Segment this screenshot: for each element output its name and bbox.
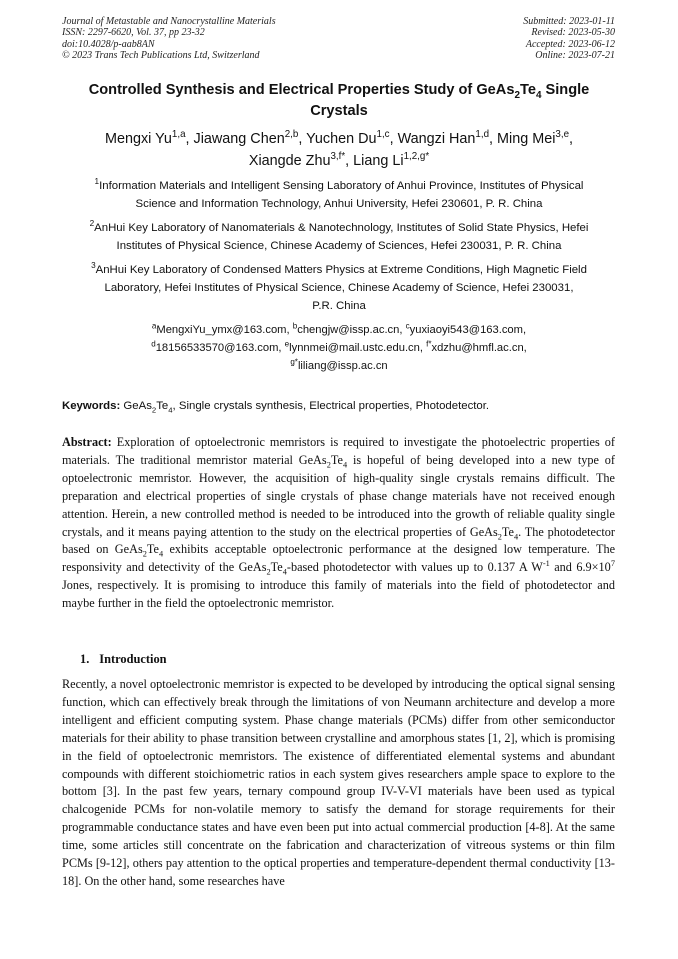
affiliation-line: AnHui Key Laboratory of Nanomaterials & Nanotechnology, Institutes of Solid State Physics, Hefei <box>94 222 589 234</box>
abstract-sub: 4 <box>342 460 348 470</box>
author-name: Ming Mei <box>497 131 556 147</box>
author-affil: 3,e <box>555 129 570 141</box>
email-address[interactable]: MengxiYu_ymx@163.com <box>156 324 287 336</box>
affiliation-line: Laboratory, Hefei Institutes of Physical Science, Chinese Academy of Science, Hefei 230031, <box>104 282 574 294</box>
author-affil: 1,a <box>171 129 186 141</box>
author-sep: , <box>298 131 307 147</box>
email-marker: c <box>405 321 410 331</box>
author-name: Mengxi Yu <box>104 131 172 147</box>
abstract-text: . The photodetector based on GeAs <box>62 524 615 557</box>
affiliation-line: AnHui Key Laboratory of Condensed Matters Physics at Extreme Conditions, High Magnetic Field <box>95 264 587 276</box>
title-line1-suffix: Single <box>541 82 590 98</box>
affiliation-number: 1 <box>94 177 100 187</box>
journal-copyright: © 2023 Trans Tech Publications Ltd, Switzerland <box>62 50 260 62</box>
abstract-text: Exploration of optoelectronic memristors is required to investigate the photoelectric properties of materials. The traditional memristor material GeAs <box>62 435 615 467</box>
author-name: Wangzi Han <box>397 131 476 147</box>
author-name: Xiangde Zhu <box>248 153 331 169</box>
journal-doi[interactable]: doi:10.4028/p-aab8AN <box>62 38 155 50</box>
affiliation-line: Institutes of Physical Science, Chinese Academy of Sciences, Hefei 230031, P. R. China <box>116 240 562 252</box>
affiliation-line: P.R. China <box>312 300 366 312</box>
title-sub-2: 2 <box>514 89 520 101</box>
email-marker: g* <box>290 357 298 367</box>
author-affil: 1,c <box>376 129 390 141</box>
affiliation-1 <box>50 177 628 213</box>
affiliation-line: Information Materials and Intelligent Sensing Laboratory of Anhui Province, Institutes of Physical <box>99 180 584 192</box>
author-sep: , <box>185 131 194 147</box>
author-list <box>40 128 638 172</box>
author-name: Yuchen Du <box>306 131 377 147</box>
title-line2: Crystals <box>310 103 368 119</box>
abstract <box>62 434 615 613</box>
author-name: Jiawang Chen <box>193 131 285 147</box>
abstract-sup: 7 <box>610 559 615 569</box>
author-emails: $^a$MengxiYu_ymx@163.com, $^b$chengjw@issp.ac.cn, $^c$yuxiaoyi543@163.com, $^d$18156533570@163.com, $^e$lynnmei@mail.ustc.edu.cn, $^{f*}$xdzhu@hmfl.ac.cn, $^{g*}$liliang@issp.ac.cn <box>151 321 527 372</box>
publication-dates <box>523 16 615 62</box>
author-sep: , <box>345 153 354 169</box>
author-name: Liang Li <box>353 153 404 169</box>
email-address[interactable]: chengjw@issp.ac.cn <box>297 324 400 336</box>
email-address[interactable]: xdzhu@hmfl.ac.cn <box>431 342 524 354</box>
title-te: Te <box>519 82 536 98</box>
abstract-text: is hopeful of being developed into a new type of optoelectronic memristor. However, the acquisition of high-quality single crystals remains difficult. The preparation and electrical properties of single crystals of phase change materials have not received enough attention. Herein, a new controlled method is needed to be introduced into the growth of reliable quality single crystals, and it means paying attention to the study on the electrical properties of GeAs <box>62 452 615 539</box>
abstract-text: -based photodetector with values up to 0.137 A W <box>286 560 543 575</box>
section-number: 1. <box>80 652 90 666</box>
affiliation-line: Science and Information Technology, Anhui University, Hefei 230601, P. R. China <box>135 198 543 210</box>
journal-name: Journal of Metastable and Nanocrystalline Materials <box>62 16 276 27</box>
author-sep: , <box>489 131 498 147</box>
email-address[interactable]: lynnmei@mail.ustc.edu.cn <box>289 342 420 354</box>
affiliation-2 <box>50 219 628 255</box>
abstract-sub: 2 <box>266 567 271 577</box>
author-sep: , <box>569 131 574 147</box>
abstract-text: Jones, respectively. It is promising to introduce this family of materials into the field of photodetector and maybe further in the field the optoelectronic memristor. <box>62 578 615 611</box>
paper-title <box>40 80 638 122</box>
abstract-sub: 4 <box>158 549 164 559</box>
abstract-sup: -1 <box>542 559 550 569</box>
email-marker: a <box>151 321 157 331</box>
abstract-text: Te <box>330 452 343 467</box>
author-affil: 3,f* <box>330 151 346 163</box>
journal-header <box>62 16 276 62</box>
keywords <box>62 398 618 414</box>
abstract-label: Abstract: <box>62 435 112 449</box>
email-marker: d <box>151 339 156 349</box>
abstract-text: and 6.9×10 <box>549 560 611 575</box>
title-line1-prefix: Controlled Synthesis and Electrical Properties Study of GeAs <box>88 82 515 98</box>
section-title: Introduction <box>99 652 167 666</box>
affiliation-3 <box>50 261 628 315</box>
abstract-sub: 4 <box>282 567 287 577</box>
date-online: Online: 2023-07-21 <box>535 50 615 62</box>
author-affil: 2,b <box>284 129 299 141</box>
abstract-sub: 2 <box>326 460 331 470</box>
author-sep: , <box>389 131 398 147</box>
email-address[interactable]: liliang@issp.ac.cn <box>297 360 388 372</box>
email-address[interactable]: yuxiaoyi543@163.com <box>409 324 523 336</box>
journal-issn: ISSN: 2297-6620, Vol. 37, pp 23-32 <box>62 27 205 39</box>
abstract-text: exhibits acceptable optoelectronic performance at the designed low temperature. The responsivity and detectivity of the GeAs <box>62 542 616 575</box>
date-revised: Revised: 2023-05-30 <box>531 27 615 39</box>
email-address[interactable]: 18156533570@163.com <box>155 342 279 354</box>
abstract-text: Te <box>146 542 159 557</box>
introduction-text: Recently, a novel optoelectronic memristor is expected to be developed by introducing the optical signal sensing function, which can effectively break through the limitations of von Neumann architecture and develop a more intelligent and efficient computing system. Phase change materials (PCMs) differ from other semiconductor materials for their ability to phase transition between crystalline and amorphous states [1, 2], which is promising in the field of optoelectronic memristors. The existence of differentiated elemental systems and abundant compounds with different stoichiometric ratios in each system gives researchers ample space to explore to the bottom [3]. In the past few years, ternary compound group IV-V-VI materials have been used as typical chalcogenide PCMs for non-volatile memory to satisfy the demand for storage requirements for their programmable conductance states and have even been put into actual commercial production [4-8]. At the same time, some articles still concentrate on the fabrication and characterization of vitreous systems or thin film PCMs [9-12], others pay attention to the optical properties and temperature-dependent thermal conductivity [13-18]. On the other hand, some researches have <box>62 677 615 888</box>
abstract-sub: 4 <box>514 531 519 541</box>
keywords-formula: GeAs <box>120 400 152 412</box>
email-marker: e <box>284 339 290 349</box>
date-accepted: Accepted: 2023-06-12 <box>525 38 615 50</box>
abstract-sub: 2 <box>142 549 147 559</box>
abstract-text: Te <box>501 524 514 539</box>
abstract-sub: 2 <box>497 531 502 541</box>
section-heading-introduction <box>80 650 177 668</box>
abstract-text: Te <box>270 560 283 575</box>
keywords-list: , Single crystals synthesis, Electrical properties, Photodetector. <box>172 400 490 412</box>
title-sub-4: 4 <box>535 89 542 101</box>
date-submitted: Submitted: 2023-01-11 <box>523 16 615 27</box>
keywords-label: Keywords: <box>62 400 121 412</box>
keywords-sub-4: 4 <box>168 405 173 415</box>
author-affil: 1,2,g* <box>403 151 430 163</box>
affiliation-number: 3 <box>91 261 96 271</box>
keywords-sub-2: 2 <box>151 405 157 415</box>
email-marker: f* <box>426 339 432 349</box>
author-affil: 1,d <box>475 129 490 141</box>
keywords-te: Te <box>156 400 169 412</box>
affiliation-number: 2 <box>89 219 95 229</box>
email-marker: b <box>292 321 298 331</box>
